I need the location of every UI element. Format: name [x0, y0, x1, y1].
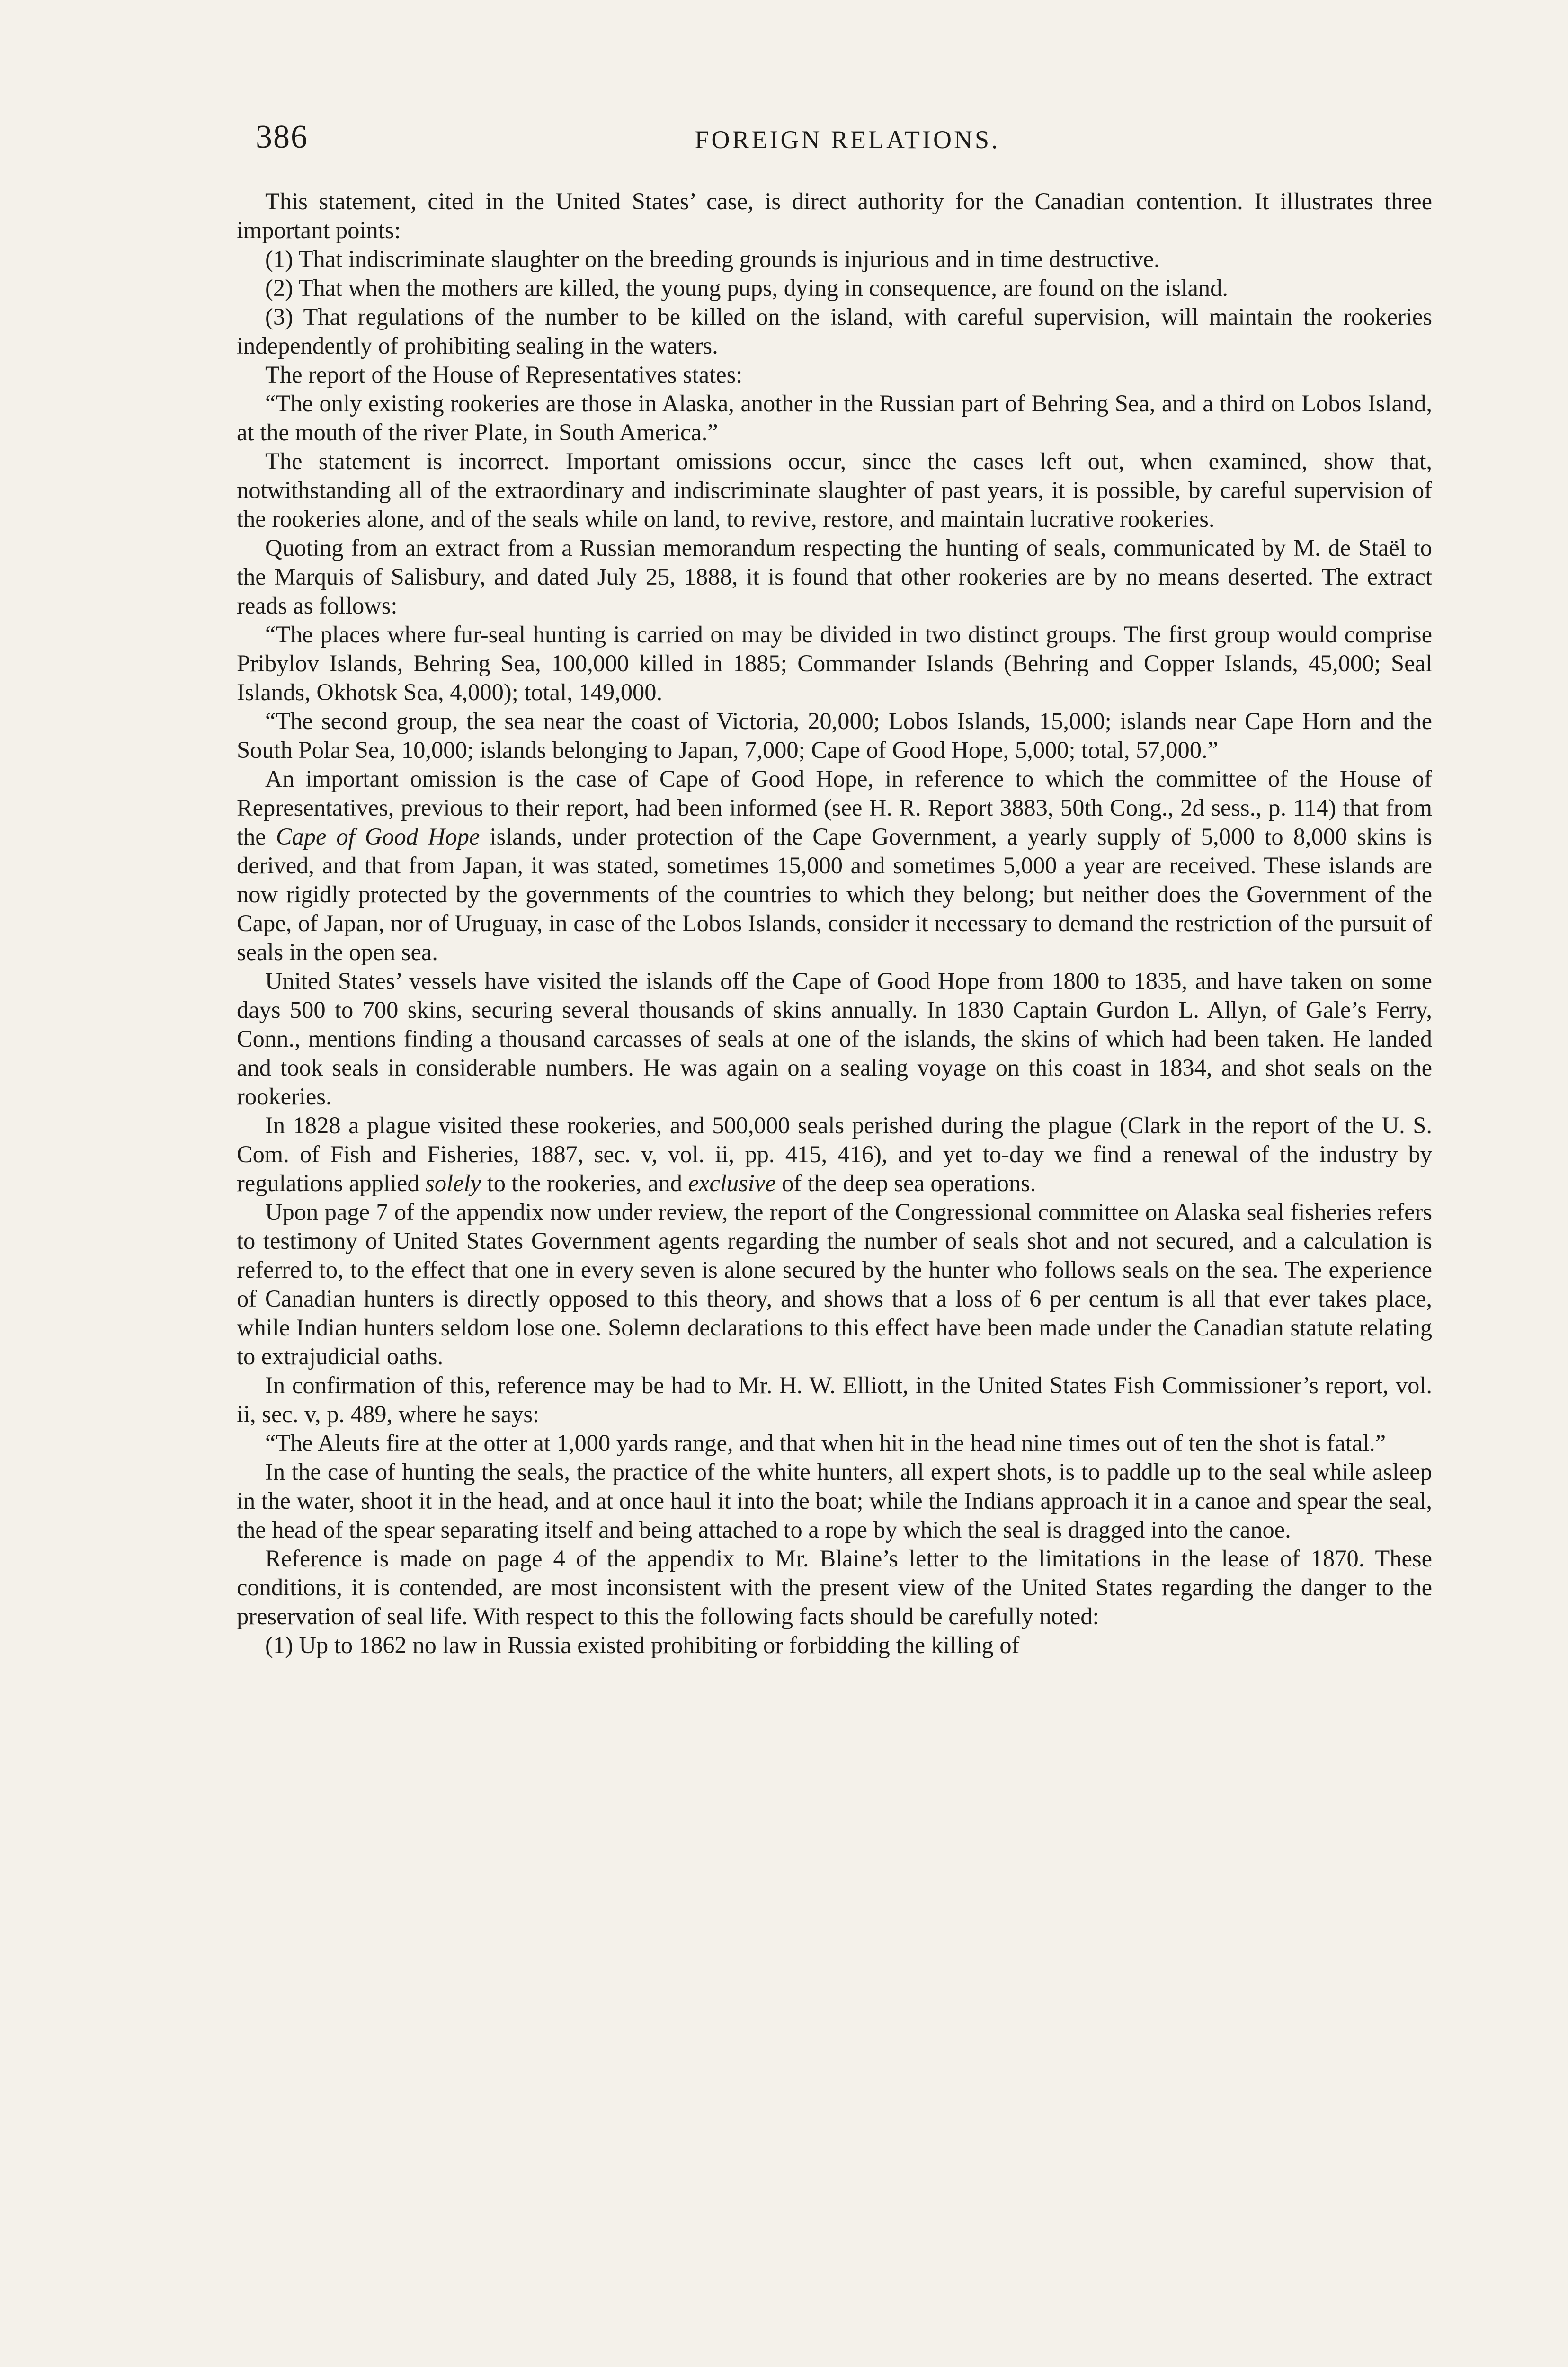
page-header [256, 118, 1439, 166]
paragraph: In the case of hunting the seals, the practice of the white hunters, all expert shots, is to paddle up to the seal while asleep in the water, shoot it in the head, and at once haul it into the boat; while the Indians approach it in a canoe and spear the seal, the head of the spear separating itself and being attached to a rope by which the seal is dragged into the canoe. [237, 1459, 1432, 1543]
paragraph: The report of the House of Representatives states: [265, 361, 743, 388]
paragraph: In confirmation of this, reference may be had to Mr. H. W. Elliott, in the United States Fish Commissioner’s report, vol. ii, sec. v, p. 489, where he says: [237, 1372, 1432, 1427]
italic-text: exclusive [688, 1170, 776, 1196]
paragraph [237, 765, 1432, 967]
paragraph: (1) Up to 1862 no law in Russia existed prohibiting or forbidding the killing of [265, 1632, 1020, 1658]
italic-text: solely [425, 1170, 481, 1196]
quotation: “The second group, the sea near the coast of Victoria, 20,000; Lobos Islands, 15,000; islands near Cape Horn and the South Polar Sea, 10,000; islands belonging to Japan, 7,000; Cape of Good Hope, 5,000; total, 57,000.” [237, 708, 1432, 763]
paragraph: The statement is incorrect. Important omissions occur, since the cases left out, when examined, show that, notwithstanding all of the extraordinary and indiscriminate slaughter of past years, it is possible, by careful supervision of the rookeries alone, and of the seals while on land, to revive, restore, and maintain lucrative rookeries. [237, 448, 1432, 532]
paragraph: Quoting from an extract from a Russian memorandum respecting the hunting of seals, communicated by M. de Staël to the Marquis of Salisbury, and dated July 25, 1888, it is found that other rookeries are by no means deserted. The extract reads as follows: [237, 534, 1432, 619]
body-text [237, 187, 1432, 1660]
paragraph: This statement, cited in the United States’ case, is direct authority for the Canadian contention. It illustrates three important points: [237, 188, 1432, 243]
paragraph: (1) That indiscriminate slaughter on the breeding grounds is injurious and in time destructive. [265, 246, 1160, 272]
text-run: to the rookeries, and [481, 1170, 688, 1196]
text-run: of the deep sea operations. [775, 1170, 1036, 1196]
paragraph: (2) That when the mothers are killed, the young pups, dying in consequence, are found on the island. [265, 275, 1228, 301]
text-run: islands, under protection of the Cape Government, a yearly supply of 5,000 to 8,000 skins is derived, and that from Japan, it was stated, sometimes 15,000 and sometimes 5,000 a year are received. These islands are now rigidly protected by the governments of the countries to which they belong; but neither does the Government of the Cape, of Japan, nor of Uruguay, in case of the Lobos Islands, consider it necessary to demand the restriction of the pursuit of seals in the open sea. [237, 823, 1433, 965]
paragraph: Upon page 7 of the appendix now under review, the report of the Congressional committee on Alaska seal fisheries refers to testimony of United States Government agents regarding the number of seals shot and not secured, and a calculation is referred to, to the effect that one in every seven is alone secured by the hunter who follows seals on the sea. The experience of Canadian hunters is directly opposed to this theory, and shows that a loss of 6 per centum is all that ever takes place, while Indian hunters seldom lose one. Solemn declarations to this effect have been made under the Canadian statute relating to extrajudicial oaths. [237, 1199, 1432, 1370]
quotation: “The only existing rookeries are those in Alaska, another in the Russian part of Behring Sea, and a third on Lobos Island, at the mouth of the river Plate, in South America.” [237, 390, 1432, 445]
paragraph [237, 1111, 1432, 1198]
quotation: “The Aleuts fire at the otter at 1,000 yards range, and that when hit in the head nine times out of ten the shot is fatal.” [265, 1430, 1386, 1456]
paragraph: (3) That regulations of the number to be killed on the island, with careful supervision, will maintain the rookeries independently of prohibiting sealing in the waters. [237, 303, 1432, 359]
running-head: FOREIGN RELATIONS. [695, 125, 1000, 154]
page-number: 386 [256, 119, 308, 155]
paragraph: United States’ vessels have visited the islands off the Cape of Good Hope from 1800 to 1835, and have taken on some days 500 to 700 skins, securing several thousands of skins annually. In 1830 Captain Gurdon L. Allyn, of Gale’s Ferry, Conn., mentions finding a thousand carcasses of seals at one of the islands, the skins of which had been taken. He landed and took seals in considerable numbers. He was again on a sealing voyage on this coast in 1834, and shot seals on the rookeries. [237, 968, 1432, 1110]
quotation: “The places where fur-seal hunting is carried on may be divided in two distinct groups. The first group would comprise Pribylov Islands, Behring Sea, 100,000 killed in 1885; Commander Islands (Behring and Copper Islands, 45,000; Seal Islands, Okhotsk Sea, 4,000); total, 149,000. [237, 621, 1432, 705]
text-run: An important omission is the case of Cape of Good Hope, in reference to which the committee of the House of Representatives, previous to their report, had been informed (see H. R. Report 3883, 50th Cong., 2d sess., p. 114) that from the [237, 765, 1432, 850]
paragraph: Reference is made on page 4 of the appendix to Mr. Blaine’s letter to the limitations in the lease of 1870. These conditions, it is contended, are most inconsistent with the present view of the United States regarding the danger to the preservation of seal life. With respect to this the following facts should be carefully noted: [237, 1545, 1432, 1629]
italic-text: Cape of Good Hope [276, 823, 480, 850]
text-run: In 1828 a plague visited these rookeries, and 500,000 seals perished during the plague (Clark in the report of the U. S. Com. of Fish and Fisheries, 1887, sec. v, vol. ii, pp. 415, 416), and yet to-day we find a renewal of the industry by regulations applied [237, 1112, 1432, 1196]
